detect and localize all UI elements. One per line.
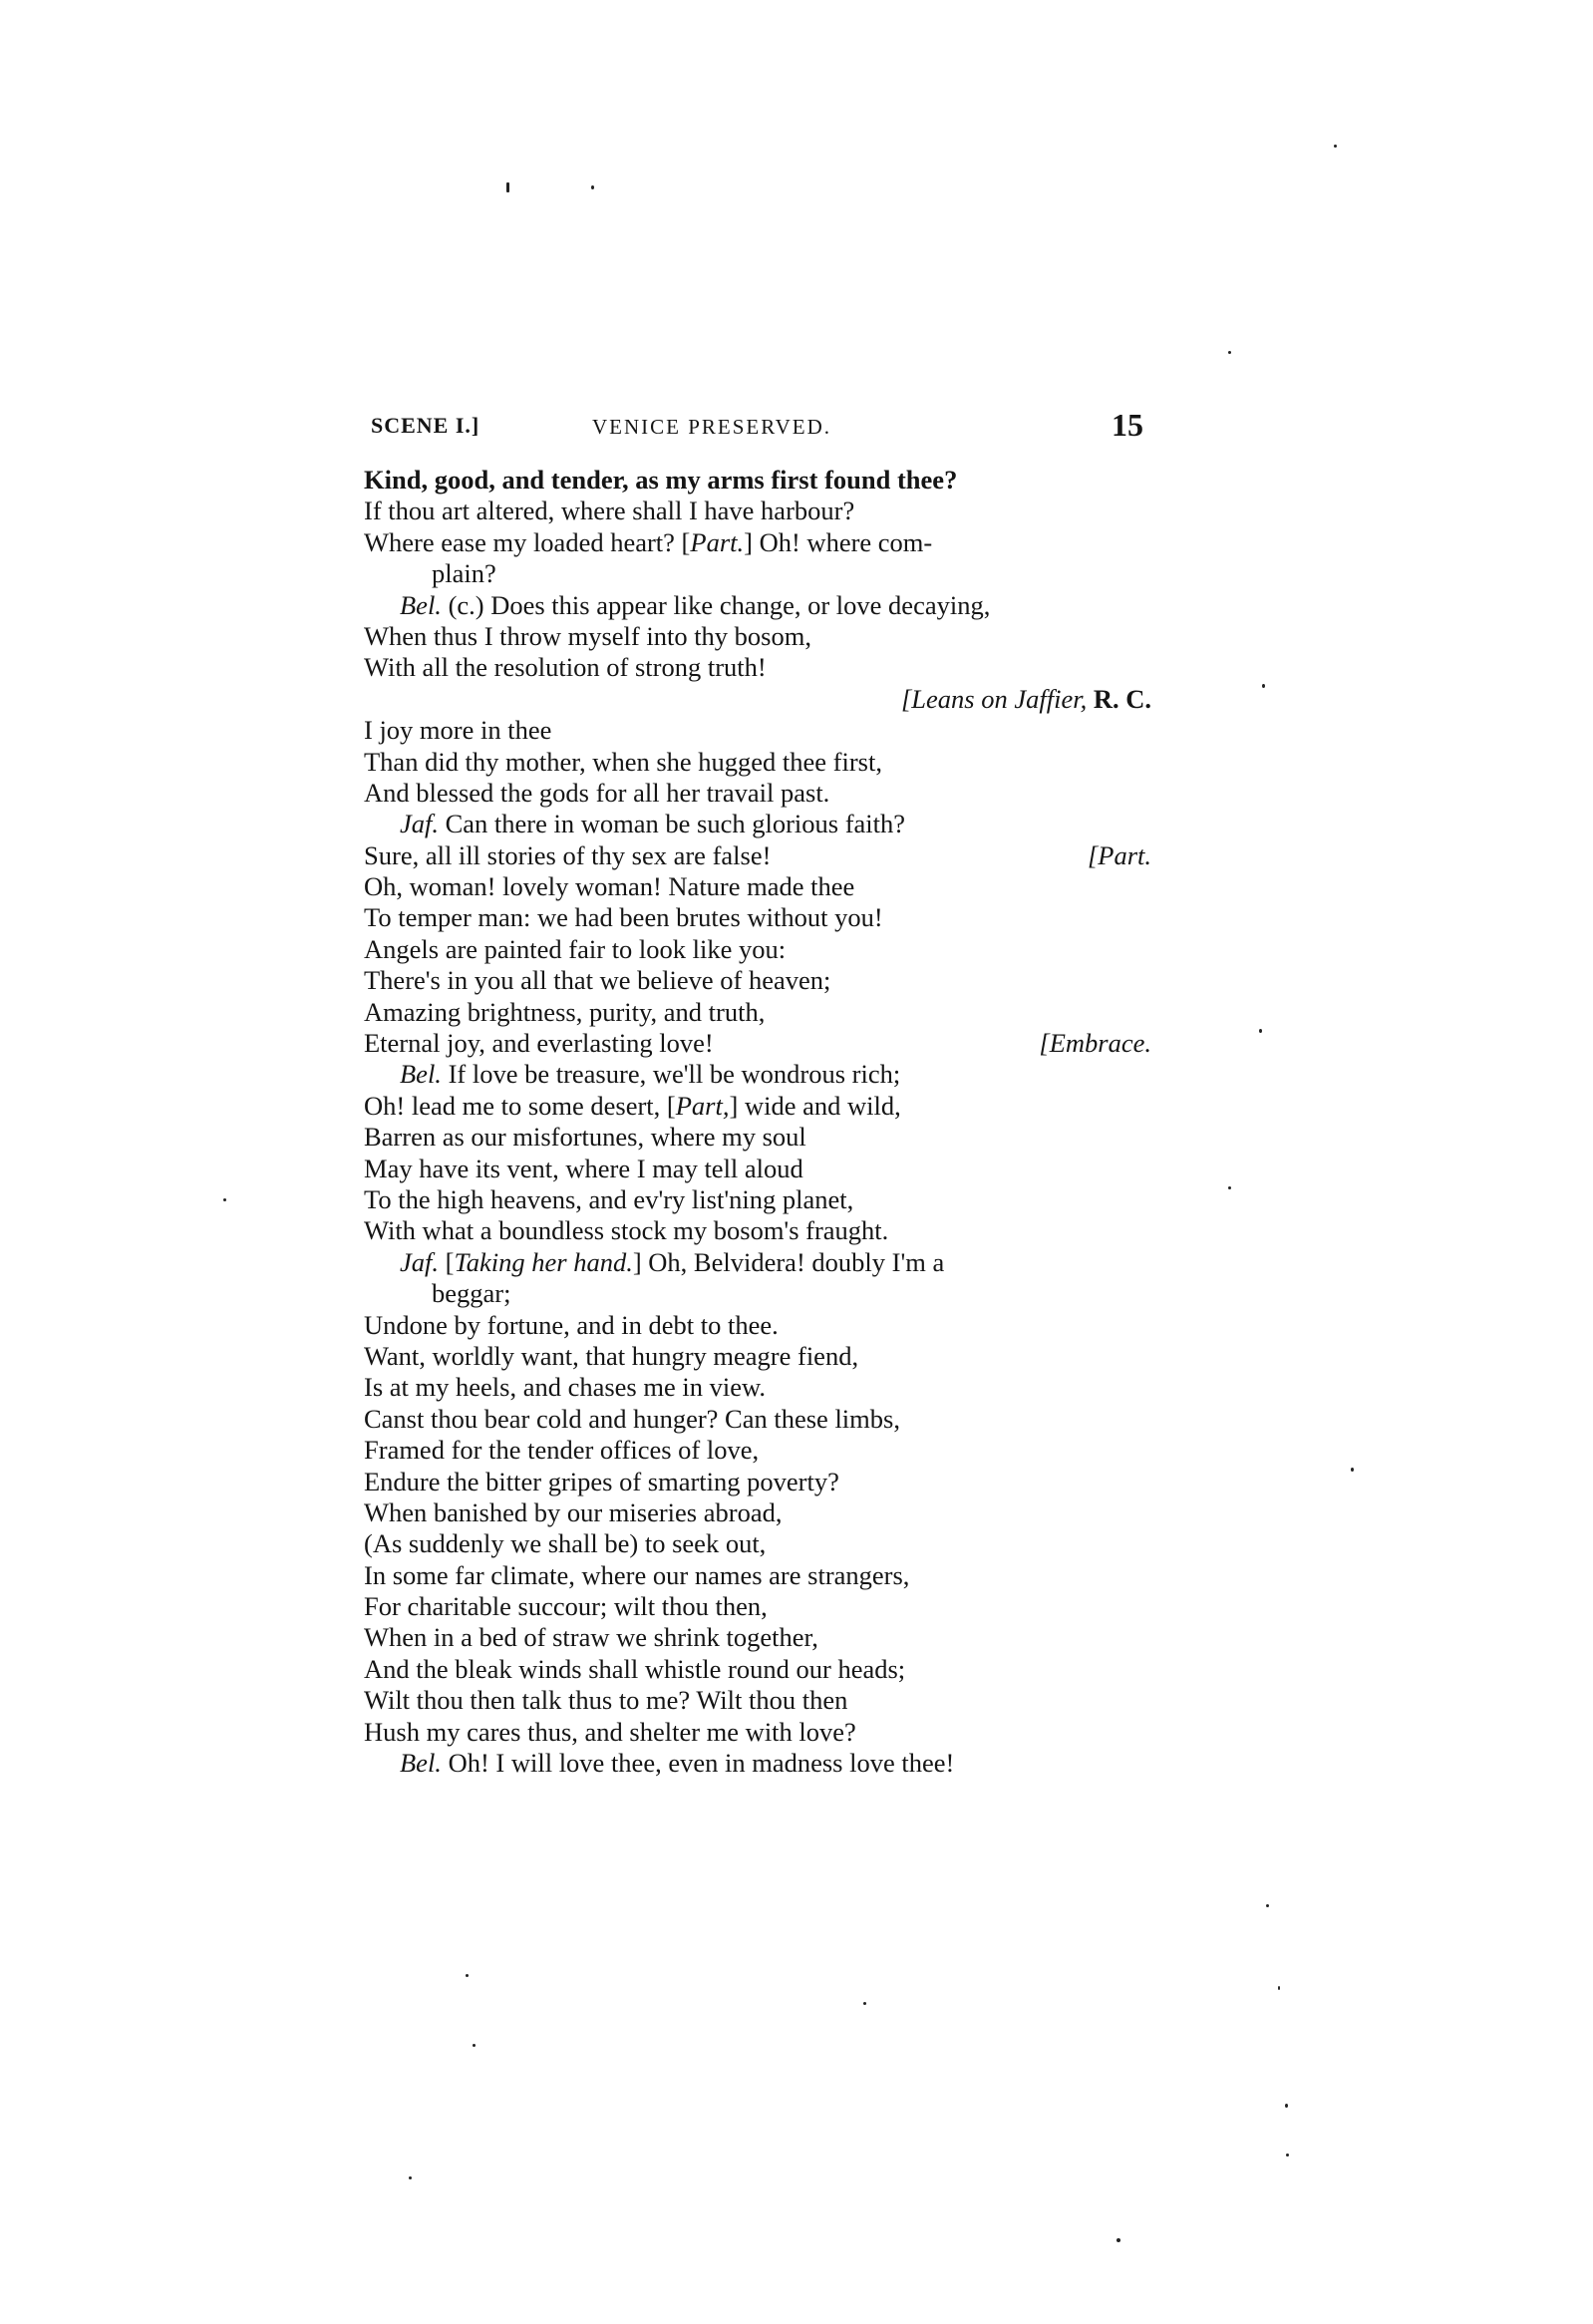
text-line: Barren as our misfortunes, where my soul bbox=[364, 1122, 806, 1153]
play-text bbox=[364, 465, 1151, 1779]
speck bbox=[1228, 1186, 1231, 1189]
text-line: Bel. If love be treasure, we'll be wondrous rich; bbox=[400, 1059, 901, 1090]
speck bbox=[473, 2044, 476, 2047]
text-line: Bel. Oh! I will love thee, even in madness love thee! bbox=[400, 1748, 955, 1779]
stage-direction: [Leans on Jaffier, bbox=[900, 683, 1088, 714]
running-header bbox=[371, 407, 1143, 447]
scene-label: SCENE I.] bbox=[371, 413, 480, 438]
text-line: Framed for the tender offices of love, bbox=[364, 1435, 760, 1466]
text-line: beggar; bbox=[432, 1278, 511, 1309]
text-line: To temper man: we had been brutes without you! bbox=[364, 902, 883, 933]
text-line: Sure, all ill stories of thy sex are false! [Part. bbox=[364, 839, 1151, 870]
text-line: Bel. (c.) Does this appear like change, or love decaying, bbox=[400, 589, 991, 620]
speck bbox=[1259, 1029, 1262, 1033]
speck bbox=[409, 2176, 412, 2179]
speck bbox=[1285, 2104, 1288, 2108]
speck bbox=[466, 1974, 469, 1977]
speaker-name: Jaf. bbox=[400, 809, 439, 839]
stage-direction: Part. bbox=[690, 526, 745, 557]
stage-direction: Taking her hand. bbox=[454, 1246, 633, 1277]
text-line: [Leans on Jaffier, R. C. bbox=[900, 683, 1151, 714]
text-line: Canst thou bear cold and hunger? Can these limbs, bbox=[364, 1403, 900, 1434]
play-title: VENICE PRESERVED. bbox=[592, 415, 831, 439]
text-line: With what a boundless stock my bosom's fraught. bbox=[364, 1215, 889, 1246]
text-line: Endure the bitter gripes of smarting poverty? bbox=[364, 1466, 839, 1496]
text-line: Angels are painted fair to look like you: bbox=[364, 933, 787, 964]
text-line: Than did thy mother, when she hugged thee first, bbox=[364, 746, 882, 777]
text-line: Is at my heels, and chases me in view. bbox=[364, 1372, 767, 1403]
speck bbox=[1228, 351, 1231, 354]
text-line: With all the resolution of strong truth! bbox=[364, 652, 767, 683]
stage-direction: [Embrace. bbox=[1039, 1028, 1151, 1059]
text-line: Kind, good, and tender, as my arms first found thee? bbox=[364, 465, 958, 495]
stage-direction: [Part. bbox=[1087, 839, 1151, 870]
text-line: May have its vent, where I may tell aloud bbox=[364, 1153, 803, 1183]
text-line: Wilt thou then talk thus to me? Wilt thou then bbox=[364, 1685, 848, 1716]
text-line: And the bleak winds shall whistle round our heads; bbox=[364, 1653, 906, 1684]
text-line: Hush my cares thus, and shelter me with love? bbox=[364, 1716, 856, 1747]
speck bbox=[1266, 1904, 1269, 1907]
speck bbox=[591, 185, 594, 189]
text-line: I joy more in thee bbox=[364, 715, 552, 746]
text-line: There's in you all that we believe of heaven; bbox=[364, 965, 831, 996]
speck bbox=[1334, 145, 1337, 148]
text-line: Jaf. Can there in woman be such glorious faith? bbox=[400, 809, 906, 839]
text-line: When thus I throw myself into thy bosom, bbox=[364, 620, 811, 651]
text-line: (As suddenly we shall be) to seek out, bbox=[364, 1528, 767, 1559]
speck bbox=[1286, 2154, 1289, 2157]
stage-direction: Part, bbox=[675, 1090, 730, 1121]
page-number: 15 bbox=[1112, 407, 1143, 443]
text-line: Undone by fortune, and in debt to thee. bbox=[364, 1309, 779, 1340]
speck bbox=[506, 182, 509, 192]
text-line: Oh! lead me to some desert, [Part,] wide and wild, bbox=[364, 1090, 901, 1121]
text-line: Amazing brightness, purity, and truth, bbox=[364, 996, 766, 1027]
speck bbox=[1351, 1468, 1354, 1472]
text-line: When in a bed of straw we shrink together, bbox=[364, 1622, 818, 1653]
speck bbox=[223, 1198, 226, 1201]
text-line: plain? bbox=[432, 558, 496, 589]
speaker-name: Bel. bbox=[400, 1059, 442, 1090]
text-line: Eternal joy, and everlasting love! [Embrace. bbox=[364, 1028, 1151, 1059]
speaker-name: Jaf. bbox=[400, 1246, 439, 1277]
text-line: Where ease my loaded heart? [Part.] Oh! where com- bbox=[364, 526, 933, 557]
speaker-name: Bel. bbox=[400, 589, 442, 620]
text-line: Jaf. [Taking her hand.] Oh, Belvidera! doubly I'm a bbox=[400, 1246, 945, 1277]
text-line: Oh, woman! lovely woman! Nature made thee bbox=[364, 871, 855, 902]
speck bbox=[1116, 2238, 1120, 2242]
speck bbox=[1262, 684, 1265, 688]
speaker-name: Bel. bbox=[400, 1748, 442, 1779]
text-line: Want, worldly want, that hungry meagre fiend, bbox=[364, 1340, 859, 1371]
text-line: For charitable succour; wilt thou then, bbox=[364, 1591, 768, 1622]
text-line: To the high heavens, and ev'ry list'ning planet, bbox=[364, 1183, 854, 1214]
text-line: When banished by our miseries abroad, bbox=[364, 1496, 783, 1527]
speck bbox=[1278, 1986, 1280, 1990]
text-line: In some far climate, where our names are strangers, bbox=[364, 1559, 910, 1590]
text-line: And blessed the gods for all her travail past. bbox=[364, 777, 830, 808]
text-line: If thou art altered, where shall I have harbour? bbox=[364, 496, 855, 526]
speck bbox=[863, 2002, 866, 2005]
